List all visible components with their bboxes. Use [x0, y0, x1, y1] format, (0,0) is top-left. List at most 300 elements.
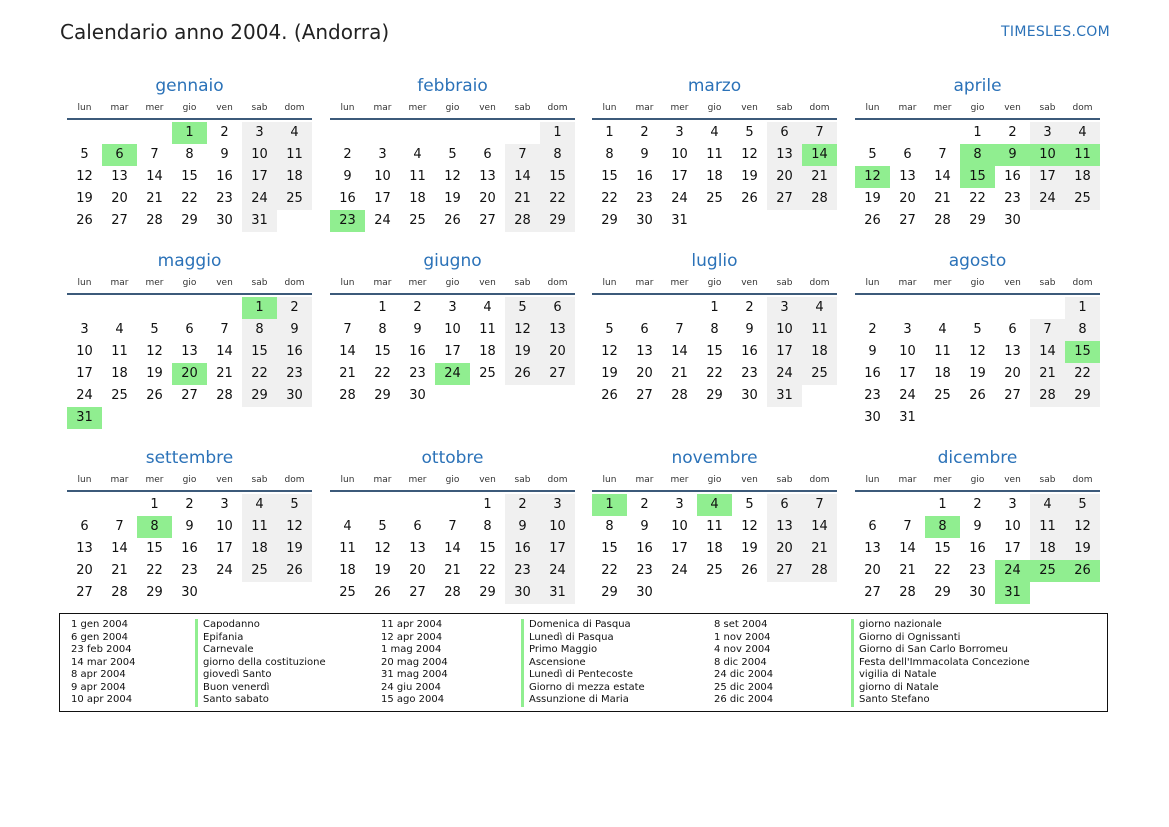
- day-cell: 22: [540, 188, 575, 210]
- empty-cell: [890, 122, 925, 144]
- day-cell: 17: [1030, 166, 1065, 188]
- day-cell: 6: [540, 297, 575, 319]
- day-cell: 20: [479, 191, 496, 206]
- day-cell: 6: [185, 322, 194, 337]
- weekday-label: ven: [216, 475, 233, 485]
- month-name: marzo: [687, 76, 742, 96]
- month-giugno: [330, 249, 575, 407]
- empty-cell: [400, 122, 435, 144]
- weekday-label: mar: [898, 278, 917, 288]
- day-cell: 4: [1065, 122, 1100, 144]
- day-grid: [67, 297, 312, 429]
- day-cell: 15: [706, 344, 723, 359]
- holiday-day-cell: 20: [172, 363, 207, 385]
- day-cell: 7: [903, 519, 912, 534]
- weekday-header: [330, 472, 575, 492]
- day-cell: 18: [479, 344, 496, 359]
- day-cell: 25: [1065, 188, 1100, 210]
- weekday-label: sab: [251, 278, 268, 288]
- day-cell: 22: [601, 191, 618, 206]
- day-cell: 10: [444, 322, 461, 337]
- day-cell: 14: [505, 166, 540, 188]
- day-cell: 4: [115, 322, 124, 337]
- legend-names-column: [195, 619, 326, 707]
- day-cell: 19: [741, 169, 758, 184]
- day-cell: 4: [483, 300, 492, 315]
- day-cell: 4: [413, 147, 422, 162]
- day-cell: 11: [706, 519, 723, 534]
- holiday-day-cell: 11: [1065, 144, 1100, 166]
- day-cell: 9: [640, 147, 649, 162]
- day-cell: 2: [220, 125, 229, 140]
- day-cell: 2: [277, 297, 312, 319]
- day-cell: 16: [741, 344, 758, 359]
- day-cell: 8: [483, 519, 492, 534]
- day-cell: 26: [277, 560, 312, 582]
- legend-holiday-name: Lunedì di Pentecoste: [521, 669, 645, 682]
- day-cell: 15: [934, 541, 951, 556]
- month-marzo: [592, 74, 837, 232]
- day-cell: 19: [277, 538, 312, 560]
- month-name: agosto: [948, 251, 1007, 271]
- day-cell: 21: [505, 188, 540, 210]
- day-cell: 19: [505, 341, 540, 363]
- day-cell: 1: [378, 300, 387, 315]
- day-cell: 9: [868, 344, 877, 359]
- day-cell: 11: [479, 322, 496, 337]
- weekday-label: lun: [77, 103, 92, 113]
- day-cell: 10: [540, 516, 575, 538]
- weekday-label: mar: [110, 103, 129, 113]
- day-cell: 13: [181, 344, 198, 359]
- weekday-label: sab: [1039, 475, 1056, 485]
- day-cell: 12: [146, 344, 163, 359]
- empty-cell: [102, 494, 137, 516]
- day-cell: 29: [540, 210, 575, 232]
- day-cell: 7: [505, 144, 540, 166]
- weekday-label: lun: [602, 103, 617, 113]
- day-cell: 8: [242, 319, 277, 341]
- day-cell: 3: [80, 322, 89, 337]
- day-cell: 10: [1004, 519, 1021, 534]
- day-cell: 30: [636, 213, 653, 228]
- day-cell: 7: [675, 322, 684, 337]
- weekday-label: gio: [970, 475, 985, 485]
- weekday-label: dom: [809, 278, 830, 288]
- day-cell: 28: [146, 213, 163, 228]
- day-cell: 2: [505, 494, 540, 516]
- empty-cell: [995, 297, 1030, 319]
- day-cell: 16: [277, 341, 312, 363]
- weekday-label: lun: [340, 278, 355, 288]
- legend-holiday-name: Giorno di Ognissanti: [851, 632, 1030, 645]
- day-cell: 23: [969, 563, 986, 578]
- day-cell: 8: [710, 322, 719, 337]
- empty-cell: [592, 297, 627, 319]
- day-cell: 18: [339, 563, 356, 578]
- day-cell: 25: [339, 585, 356, 600]
- weekday-label: gio: [182, 278, 197, 288]
- weekday-label: lun: [77, 278, 92, 288]
- day-cell: 15: [242, 341, 277, 363]
- holiday-day-cell: 23: [330, 210, 365, 232]
- day-cell: 21: [802, 538, 837, 560]
- weekday-header: [67, 100, 312, 120]
- weekday-label: gio: [182, 103, 197, 113]
- day-cell: 17: [242, 166, 277, 188]
- legend-date: 25 dic 2004: [714, 681, 774, 693]
- day-cell: 15: [601, 541, 618, 556]
- empty-cell: [855, 297, 890, 319]
- day-cell: 22: [934, 563, 951, 578]
- empty-cell: [330, 494, 365, 516]
- day-cell: 1: [150, 497, 159, 512]
- day-cell: 29: [706, 388, 723, 403]
- day-cell: 3: [378, 147, 387, 162]
- legend-date: 6 gen 2004: [71, 631, 129, 643]
- weekday-label: lun: [865, 278, 880, 288]
- weekday-label: ven: [1004, 103, 1021, 113]
- day-cell: 27: [1004, 388, 1021, 403]
- holiday-day-cell: 8: [960, 144, 995, 166]
- day-cell: 9: [973, 519, 982, 534]
- weekday-label: lun: [340, 475, 355, 485]
- day-cell: 29: [1065, 385, 1100, 407]
- holiday-day-cell: 25: [1030, 560, 1065, 582]
- day-cell: 14: [802, 516, 837, 538]
- day-cell: 24: [671, 191, 688, 206]
- empty-cell: [330, 297, 365, 319]
- day-cell: 20: [899, 191, 916, 206]
- empty-cell: [627, 297, 662, 319]
- empty-cell: [67, 122, 102, 144]
- month-name: aprile: [953, 76, 1002, 96]
- weekday-label: mar: [373, 278, 392, 288]
- day-cell: 9: [640, 519, 649, 534]
- weekday-header: [330, 275, 575, 295]
- month-ottobre: [330, 446, 575, 604]
- day-cell: 26: [864, 213, 881, 228]
- day-cell: 15: [374, 344, 391, 359]
- legend-dates-column: [381, 619, 448, 707]
- day-cell: 26: [741, 191, 758, 206]
- weekday-label: gio: [707, 475, 722, 485]
- day-cell: 14: [671, 344, 688, 359]
- day-cell: 26: [601, 388, 618, 403]
- weekday-label: sab: [514, 278, 531, 288]
- day-cell: 4: [802, 297, 837, 319]
- legend-holiday-name: Lunedì di Pasqua: [521, 632, 645, 645]
- day-cell: 17: [374, 191, 391, 206]
- weekday-label: dom: [809, 103, 830, 113]
- legend-holiday-name: giorno della costituzione: [195, 657, 326, 670]
- day-cell: 12: [741, 519, 758, 534]
- day-cell: 28: [111, 585, 128, 600]
- day-cell: 8: [605, 147, 614, 162]
- day-cell: 17: [671, 169, 688, 184]
- month-luglio: [592, 249, 837, 407]
- day-cell: 1: [605, 125, 614, 140]
- day-cell: 3: [242, 122, 277, 144]
- weekday-label: sab: [251, 475, 268, 485]
- page-title: Calendario anno 2004. (Andorra): [60, 20, 390, 44]
- day-cell: 19: [444, 191, 461, 206]
- legend-holiday-name: Giorno di mezza estate: [521, 682, 645, 695]
- day-cell: 22: [479, 563, 496, 578]
- weekday-label: ven: [741, 103, 758, 113]
- day-grid: [592, 297, 837, 407]
- day-cell: 10: [216, 519, 233, 534]
- day-cell: 25: [802, 363, 837, 385]
- day-cell: 30: [1004, 213, 1021, 228]
- day-cell: 28: [934, 213, 951, 228]
- day-cell: 5: [277, 494, 312, 516]
- day-cell: 24: [899, 388, 916, 403]
- weekday-label: lun: [602, 278, 617, 288]
- day-cell: 12: [76, 169, 93, 184]
- day-cell: 5: [973, 322, 982, 337]
- day-cell: 20: [636, 366, 653, 381]
- day-cell: 21: [1030, 363, 1065, 385]
- holiday-day-cell: 31: [995, 582, 1030, 604]
- day-cell: 23: [864, 388, 881, 403]
- weekday-label: lun: [865, 475, 880, 485]
- weekday-label: mer: [145, 278, 164, 288]
- day-cell: 2: [343, 147, 352, 162]
- day-grid: [330, 297, 575, 407]
- day-cell: 11: [111, 344, 128, 359]
- empty-cell: [435, 122, 470, 144]
- legend-date: 15 ago 2004: [381, 694, 445, 705]
- day-cell: 1: [540, 122, 575, 144]
- day-cell: 21: [444, 563, 461, 578]
- day-cell: 4: [1030, 494, 1065, 516]
- weekday-label: ven: [479, 103, 496, 113]
- legend-date: 31 mag 2004: [381, 669, 448, 680]
- month-name: luglio: [691, 251, 738, 271]
- day-cell: 8: [540, 144, 575, 166]
- day-cell: 6: [80, 519, 89, 534]
- holiday-legend: [59, 613, 1108, 712]
- day-cell: 2: [868, 322, 877, 337]
- month-dicembre: [855, 446, 1100, 604]
- day-cell: 2: [1008, 125, 1017, 140]
- weekday-label: dom: [1072, 103, 1093, 113]
- day-cell: 25: [934, 388, 951, 403]
- day-cell: 3: [767, 297, 802, 319]
- day-cell: 5: [448, 147, 457, 162]
- empty-cell: [505, 122, 540, 144]
- weekday-label: gio: [445, 278, 460, 288]
- day-cell: 20: [409, 563, 426, 578]
- day-cell: 7: [1030, 319, 1065, 341]
- day-cell: 26: [969, 388, 986, 403]
- day-cell: 20: [864, 563, 881, 578]
- day-cell: 4: [938, 322, 947, 337]
- legend-date: 8 dic 2004: [714, 656, 767, 668]
- day-cell: 17: [444, 344, 461, 359]
- day-cell: 16: [969, 541, 986, 556]
- empty-cell: [890, 297, 925, 319]
- empty-cell: [925, 297, 960, 319]
- day-cell: 31: [671, 213, 688, 228]
- day-cell: 20: [76, 563, 93, 578]
- day-cell: 29: [479, 585, 496, 600]
- day-cell: 7: [802, 494, 837, 516]
- day-cell: 28: [899, 585, 916, 600]
- day-cell: 2: [185, 497, 194, 512]
- month-agosto: [855, 249, 1100, 429]
- weekday-label: dom: [1072, 278, 1093, 288]
- day-cell: 6: [483, 147, 492, 162]
- weekday-label: ven: [479, 278, 496, 288]
- day-cell: 9: [745, 322, 754, 337]
- day-cell: 16: [1004, 169, 1021, 184]
- month-name: dicembre: [937, 448, 1018, 468]
- day-cell: 22: [181, 191, 198, 206]
- holiday-day-cell: 4: [697, 494, 732, 516]
- day-cell: 5: [745, 497, 754, 512]
- day-cell: 26: [374, 585, 391, 600]
- day-cell: 23: [181, 563, 198, 578]
- day-cell: 19: [741, 541, 758, 556]
- day-cell: 9: [343, 169, 352, 184]
- empty-cell: [102, 122, 137, 144]
- day-cell: 27: [767, 188, 802, 210]
- day-cell: 15: [540, 166, 575, 188]
- legend-holiday-name: Festa dell'Immacolata Concezione: [851, 657, 1030, 670]
- holiday-day-cell: 8: [137, 516, 172, 538]
- day-cell: 5: [505, 297, 540, 319]
- day-cell: 15: [181, 169, 198, 184]
- empty-cell: [172, 297, 207, 319]
- month-novembre: [592, 446, 837, 604]
- day-cell: 23: [741, 366, 758, 381]
- holiday-day-cell: 26: [1065, 560, 1100, 582]
- day-cell: 18: [802, 341, 837, 363]
- day-cell: 1: [1065, 297, 1100, 319]
- day-cell: 11: [409, 169, 426, 184]
- legend-holiday-name: giovedì Santo: [195, 669, 326, 682]
- day-cell: 5: [745, 125, 754, 140]
- legend-date: 4 nov 2004: [714, 644, 771, 655]
- day-cell: 7: [448, 519, 457, 534]
- day-cell: 1: [483, 497, 492, 512]
- day-cell: 23: [1004, 191, 1021, 206]
- day-cell: 17: [671, 541, 688, 556]
- day-cell: 5: [150, 322, 159, 337]
- day-cell: 14: [1030, 341, 1065, 363]
- day-cell: 7: [343, 322, 352, 337]
- day-cell: 16: [636, 541, 653, 556]
- brand-link[interactable]: TIMESLES.COM: [1001, 24, 1110, 40]
- weekday-header: [855, 472, 1100, 492]
- legend-date: 11 apr 2004: [381, 619, 443, 630]
- day-cell: 15: [479, 541, 496, 556]
- legend-date: 24 giu 2004: [381, 681, 441, 693]
- holiday-day-cell: 15: [960, 166, 995, 188]
- day-cell: 12: [505, 319, 540, 341]
- weekday-label: mar: [898, 475, 917, 485]
- legend-holiday-name: Epifania: [195, 632, 326, 645]
- day-cell: 28: [802, 560, 837, 582]
- day-cell: 27: [409, 585, 426, 600]
- weekday-label: gio: [707, 103, 722, 113]
- day-cell: 19: [601, 366, 618, 381]
- day-cell: 29: [374, 388, 391, 403]
- day-cell: 8: [1065, 319, 1100, 341]
- holiday-day-cell: 15: [1065, 341, 1100, 363]
- weekday-label: mer: [408, 475, 427, 485]
- weekday-label: mer: [670, 103, 689, 113]
- day-cell: 23: [505, 560, 540, 582]
- day-cell: 28: [1030, 385, 1065, 407]
- empty-cell: [435, 494, 470, 516]
- weekday-label: dom: [284, 278, 305, 288]
- day-cell: 26: [444, 213, 461, 228]
- day-cell: 2: [745, 300, 754, 315]
- legend-date: 26 dic 2004: [714, 694, 774, 705]
- day-cell: 3: [1030, 122, 1065, 144]
- day-cell: 14: [934, 169, 951, 184]
- day-cell: 11: [242, 516, 277, 538]
- day-cell: 24: [540, 560, 575, 582]
- legend-holiday-name: Assunzione di Maria: [521, 694, 645, 707]
- weekday-label: sab: [514, 475, 531, 485]
- day-cell: 3: [903, 322, 912, 337]
- month-name: novembre: [671, 448, 758, 468]
- day-cell: 5: [378, 519, 387, 534]
- day-cell: 16: [181, 541, 198, 556]
- day-cell: 24: [374, 213, 391, 228]
- day-cell: 27: [540, 363, 575, 385]
- weekday-header: [855, 100, 1100, 120]
- day-cell: 23: [277, 363, 312, 385]
- holiday-day-cell: 6: [102, 144, 137, 166]
- month-febbraio: [330, 74, 575, 232]
- legend-date: 1 nov 2004: [714, 631, 771, 643]
- legend-holiday-name: Santo Stefano: [851, 694, 1030, 707]
- month-maggio: [67, 249, 312, 429]
- weekday-label: ven: [1004, 475, 1021, 485]
- day-cell: 22: [601, 563, 618, 578]
- legend-date: 20 mag 2004: [381, 656, 448, 668]
- day-cell: 24: [671, 563, 688, 578]
- day-cell: 16: [339, 191, 356, 206]
- day-cell: 22: [146, 563, 163, 578]
- weekday-label: mar: [635, 278, 654, 288]
- holiday-day-cell: 9: [995, 144, 1030, 166]
- month-name: febbraio: [417, 76, 488, 96]
- day-cell: 23: [636, 191, 653, 206]
- day-grid: [330, 494, 575, 604]
- day-cell: 6: [767, 122, 802, 144]
- day-cell: 7: [220, 322, 229, 337]
- day-cell: 25: [479, 366, 496, 381]
- day-cell: 23: [409, 366, 426, 381]
- day-cell: 26: [76, 213, 93, 228]
- day-cell: 7: [115, 519, 124, 534]
- weekday-label: dom: [284, 475, 305, 485]
- day-cell: 18: [1030, 538, 1065, 560]
- day-cell: 28: [444, 585, 461, 600]
- weekday-label: mar: [110, 475, 129, 485]
- day-cell: 5: [605, 322, 614, 337]
- day-grid: [67, 494, 312, 604]
- day-cell: 22: [706, 366, 723, 381]
- day-cell: 13: [540, 319, 575, 341]
- legend-holiday-name: Buon venerdì: [195, 682, 326, 695]
